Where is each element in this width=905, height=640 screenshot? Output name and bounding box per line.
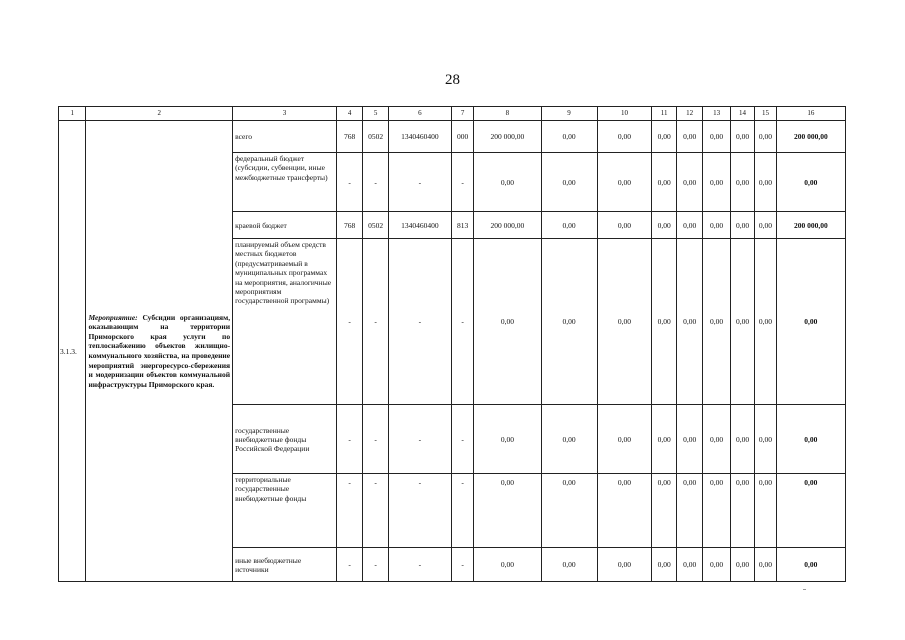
cell: 0,00 <box>676 121 702 153</box>
cell: 0,00 <box>676 405 702 474</box>
cell: 813 <box>451 212 473 239</box>
source-cell: федеральный бюджет (субсидии, субвенции, иные межбюджетные трансферты) <box>233 153 337 212</box>
cell: 0,00 <box>730 239 754 405</box>
header-row <box>59 107 846 121</box>
cell: - <box>336 474 362 548</box>
cell: 0,00 <box>541 212 597 239</box>
cell: 1340460400 <box>388 212 451 239</box>
cell: - <box>336 153 362 212</box>
cell: - <box>388 239 451 405</box>
activity-label: Мероприятие: <box>88 312 138 322</box>
source-cell: планируемый объем средств местных бюджетов (предусматриваемый в муниципальных программах на мероприятия, аналогичные мероприятиям государственной программы) <box>233 239 337 405</box>
cell: 0,00 <box>597 153 652 212</box>
cell: 0,00 <box>676 239 702 405</box>
page-number: 28 <box>445 72 460 88</box>
cell: - <box>451 153 473 212</box>
cell: 0,00 <box>541 239 597 405</box>
cell: 0,00 <box>755 548 776 582</box>
cell: - <box>363 405 388 474</box>
cell: 0,00 <box>474 474 541 548</box>
header-cell: 1 <box>59 107 86 121</box>
cell: 0,00 <box>703 548 730 582</box>
cell: - <box>363 474 388 548</box>
source-cell: иные внебюджетные источники <box>233 548 337 582</box>
cell: 0,00 <box>474 405 541 474</box>
cell: - <box>336 548 362 582</box>
total-cell: 0,00 <box>776 153 845 212</box>
cell: - <box>451 239 473 405</box>
cell: 0,00 <box>703 153 730 212</box>
header-cell: 6 <box>388 107 451 121</box>
header-cell: 2 <box>86 107 233 121</box>
cell: 0,00 <box>730 548 754 582</box>
cell: 000 <box>451 121 473 153</box>
budget-table <box>58 106 846 582</box>
cell: 0,00 <box>652 212 676 239</box>
cell: 0,00 <box>730 153 754 212</box>
cell: 0,00 <box>730 474 754 548</box>
header-cell: 16 <box>776 107 845 121</box>
cell: 0,00 <box>474 153 541 212</box>
cell: 0,00 <box>755 212 776 239</box>
activity-text: Субсидии организациям, оказывающим на территории Приморского края услуги по теплоснабжению объектов жилищно-коммунального хозяйства, на проведение мероприятий энергоресурсо-сбережения и модернизации объектов коммунальной инфраструктуры Приморского края. <box>88 312 231 389</box>
header-cell: 5 <box>363 107 388 121</box>
scan-mark <box>803 589 806 590</box>
cell: 768 <box>336 121 362 153</box>
cell: 0,00 <box>597 548 652 582</box>
cell: - <box>451 548 473 582</box>
cell: - <box>388 153 451 212</box>
cell: 0,00 <box>597 239 652 405</box>
header-cell: 15 <box>755 107 776 121</box>
cell: 0,00 <box>652 121 676 153</box>
source-cell: государственные внебюджетные фонды Российской Федерации <box>233 405 337 474</box>
cell: 0,00 <box>730 212 754 239</box>
cell: 0502 <box>363 121 388 153</box>
cell: 768 <box>336 212 362 239</box>
source-cell: территориальные государственные внебюджетные фонды <box>233 474 337 548</box>
cell: 0,00 <box>703 239 730 405</box>
cell: 0,00 <box>703 474 730 548</box>
cell: - <box>336 239 362 405</box>
cell: 0,00 <box>676 548 702 582</box>
cell: 0,00 <box>541 405 597 474</box>
cell: 0,00 <box>676 474 702 548</box>
header-cell: 3 <box>233 107 337 121</box>
total-cell: 0,00 <box>776 405 845 474</box>
cell: 0,00 <box>597 405 652 474</box>
cell: 0,00 <box>755 405 776 474</box>
header-cell: 11 <box>652 107 676 121</box>
total-cell: 200 000,00 <box>776 121 845 153</box>
header-cell: 8 <box>474 107 541 121</box>
total-cell: 0,00 <box>776 239 845 405</box>
cell: 200 000,00 <box>474 121 541 153</box>
cell: 0,00 <box>755 474 776 548</box>
cell: 0,00 <box>541 548 597 582</box>
cell: 0,00 <box>730 405 754 474</box>
cell: 0,00 <box>541 121 597 153</box>
cell: - <box>363 548 388 582</box>
cell: 0,00 <box>703 121 730 153</box>
cell: 0,00 <box>541 474 597 548</box>
total-cell: 200 000,00 <box>776 212 845 239</box>
cell: - <box>388 405 451 474</box>
cell: - <box>451 474 473 548</box>
source-cell: всего <box>233 121 337 153</box>
cell: 0,00 <box>676 212 702 239</box>
total-cell: 0,00 <box>776 548 845 582</box>
source-cell: краевой бюджет <box>233 212 337 239</box>
cell: 0,00 <box>755 239 776 405</box>
header-cell: 4 <box>336 107 362 121</box>
activity-description <box>86 121 233 582</box>
cell: 0,00 <box>755 121 776 153</box>
header-cell: 14 <box>730 107 754 121</box>
cell: 0502 <box>363 212 388 239</box>
cell: 0,00 <box>755 153 776 212</box>
cell: - <box>388 548 451 582</box>
cell: 0,00 <box>474 548 541 582</box>
header-cell: 13 <box>703 107 730 121</box>
cell: 0,00 <box>703 405 730 474</box>
cell: 0,00 <box>597 121 652 153</box>
cell: - <box>363 239 388 405</box>
cell: 0,00 <box>652 239 676 405</box>
cell: - <box>388 474 451 548</box>
cell: 0,00 <box>474 239 541 405</box>
cell: - <box>363 153 388 212</box>
cell: 0,00 <box>597 212 652 239</box>
header-cell: 9 <box>541 107 597 121</box>
cell: 0,00 <box>652 548 676 582</box>
cell: 0,00 <box>541 153 597 212</box>
total-cell: 0,00 <box>776 474 845 548</box>
cell: 0,00 <box>652 153 676 212</box>
header-cell: 10 <box>597 107 652 121</box>
row-code: 3.1.3. <box>59 121 86 582</box>
cell: 0,00 <box>597 474 652 548</box>
cell: 1340460400 <box>388 121 451 153</box>
cell: 0,00 <box>652 474 676 548</box>
cell: - <box>451 405 473 474</box>
cell: 200 000,00 <box>474 212 541 239</box>
cell: 0,00 <box>652 405 676 474</box>
cell: 0,00 <box>676 153 702 212</box>
header-cell: 7 <box>451 107 473 121</box>
header-cell: 12 <box>676 107 702 121</box>
cell: 0,00 <box>703 212 730 239</box>
cell: 0,00 <box>730 121 754 153</box>
table-row <box>59 121 846 153</box>
cell: - <box>336 405 362 474</box>
